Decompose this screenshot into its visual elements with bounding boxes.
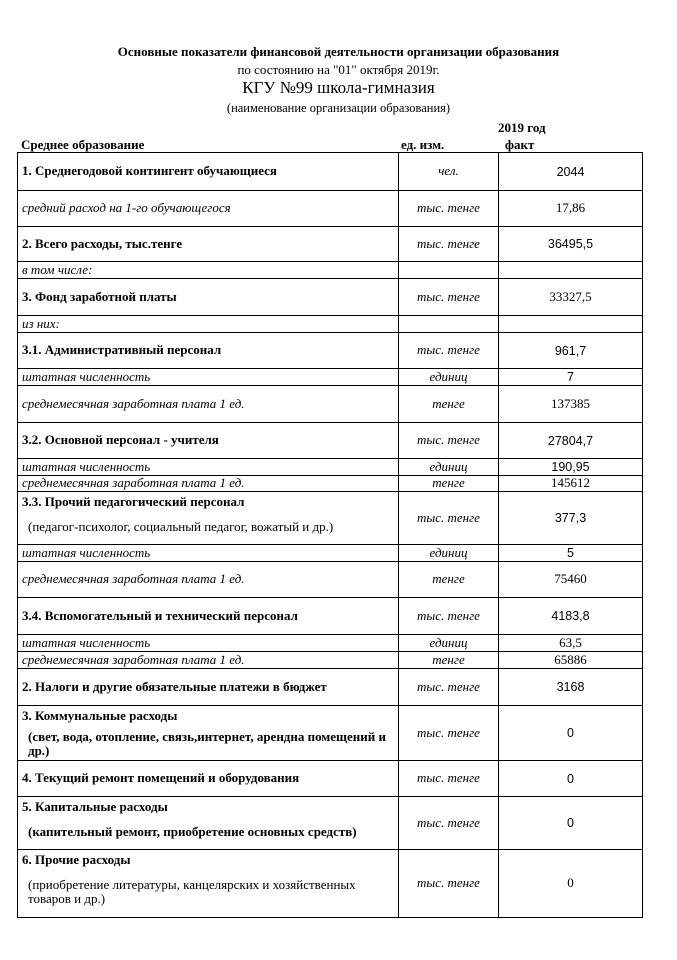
row-value: 0 bbox=[499, 797, 643, 850]
row-unit: тыс. тенге bbox=[399, 423, 499, 459]
table-row bbox=[18, 706, 643, 761]
row-label: 3.1. Административный персонал bbox=[18, 333, 399, 369]
column-header-section: Среднее образование bbox=[21, 137, 145, 152]
row-sublabel: (приобретение литературы, канцелярских и хозяйственных товаров и др.) bbox=[28, 876, 356, 907]
row-label-cell bbox=[18, 706, 399, 761]
row-value: 137385 bbox=[499, 386, 643, 423]
row-label-cell bbox=[18, 797, 399, 850]
row-unit: тыс. тенге bbox=[399, 227, 499, 262]
table-row bbox=[18, 669, 643, 706]
table-row bbox=[18, 545, 643, 562]
column-header-unit: ед. изм. bbox=[401, 137, 445, 152]
row-unit: тыс. тенге bbox=[399, 761, 499, 797]
row-label: 4. Текущий ремонт помещений и оборудования bbox=[18, 761, 399, 797]
row-unit: чел. bbox=[399, 153, 499, 191]
row-value: 0 bbox=[499, 850, 643, 918]
date-line: по состоянию на "01" октября 2019г. bbox=[237, 62, 440, 77]
row-label-cell bbox=[18, 492, 399, 545]
row-label: 2. Всего расходы, тыс.тенге bbox=[18, 227, 399, 262]
row-value: 75460 bbox=[499, 562, 643, 598]
column-header-year: 2019 год bbox=[498, 120, 546, 135]
row-unit: тенге bbox=[399, 386, 499, 423]
row-value: 33327,5 bbox=[499, 279, 643, 316]
row-label: 3.2. Основной персонал - учителя bbox=[18, 423, 399, 459]
row-value: 0 bbox=[499, 761, 643, 797]
table-row bbox=[18, 797, 643, 850]
row-label: штатная численность bbox=[18, 369, 399, 386]
row-value: 3168 bbox=[499, 669, 643, 706]
row-unit: тенге bbox=[399, 562, 499, 598]
row-label: 6. Прочие расходы bbox=[22, 852, 131, 867]
row-unit: тенге bbox=[399, 476, 499, 492]
row-unit: тыс. тенге bbox=[399, 706, 499, 761]
row-value: 4183,8 bbox=[499, 598, 643, 635]
row-label: штатная численность bbox=[18, 545, 399, 562]
row-label: штатная численность bbox=[18, 635, 399, 652]
table-row bbox=[18, 191, 643, 227]
row-value: 0 bbox=[499, 706, 643, 761]
row-unit: тыс. тенге bbox=[399, 333, 499, 369]
row-unit: тыс. тенге bbox=[399, 598, 499, 635]
row-unit: тыс. тенге bbox=[399, 850, 499, 918]
row-unit: тыс. тенге bbox=[399, 492, 499, 545]
row-label: 1. Среднегодовой контингент обучающиеся bbox=[18, 153, 399, 191]
row-label: 3. Фонд заработной платы bbox=[18, 279, 399, 316]
table-row bbox=[18, 850, 643, 918]
financial-indicators-table bbox=[17, 152, 643, 918]
row-unit: тенге bbox=[399, 652, 499, 669]
row-unit: тыс. тенге bbox=[399, 669, 499, 706]
row-label: из них: bbox=[18, 316, 399, 333]
row-unit: единиц bbox=[399, 545, 499, 562]
row-label: 5. Капитальные расходы bbox=[22, 799, 168, 814]
row-label: штатная численность bbox=[18, 459, 399, 476]
table-row bbox=[18, 761, 643, 797]
row-value: 63,5 bbox=[499, 635, 643, 652]
organization-name: КГУ №99 школа-гимназия bbox=[242, 78, 435, 97]
row-label: среднемесячная заработная плата 1 ед. bbox=[18, 562, 399, 598]
row-sublabel: (капительный ремонт, приобретение основных средств) bbox=[28, 823, 357, 839]
row-value: 7 bbox=[499, 369, 643, 386]
row-value: 5 bbox=[499, 545, 643, 562]
row-unit: единиц bbox=[399, 369, 499, 386]
table-row bbox=[18, 562, 643, 598]
row-label: в том числе: bbox=[18, 262, 399, 279]
row-unit: тыс. тенге bbox=[399, 191, 499, 227]
column-header-fact: факт bbox=[505, 137, 535, 152]
table-row bbox=[18, 153, 643, 191]
row-unit: тыс. тенге bbox=[399, 797, 499, 850]
row-unit bbox=[399, 262, 499, 279]
row-label: среднемесячная заработная плата 1 ед. bbox=[18, 652, 399, 669]
row-value: 377,3 bbox=[499, 492, 643, 545]
row-unit: единиц bbox=[399, 459, 499, 476]
table-row bbox=[18, 476, 643, 492]
row-label: 3.4. Вспомогательный и технический персонал bbox=[18, 598, 399, 635]
row-label: 2. Налоги и другие обязательные платежи в бюджет bbox=[18, 669, 399, 706]
row-value bbox=[499, 316, 643, 333]
row-value: 961,7 bbox=[499, 333, 643, 369]
row-sublabel: (свет, вода, отопление, связь,интернет, арендна помещений и др.) bbox=[28, 728, 386, 759]
organization-caption: (наименование организации образования) bbox=[226, 101, 451, 115]
table-row bbox=[18, 316, 643, 333]
row-label: среднемесячная заработная плата 1 ед. bbox=[18, 476, 399, 492]
row-value: 145612 bbox=[499, 476, 643, 492]
table-row bbox=[18, 423, 643, 459]
table-row bbox=[18, 386, 643, 423]
row-value: 17,86 bbox=[499, 191, 643, 227]
row-unit: тыс. тенге bbox=[399, 279, 499, 316]
table-row bbox=[18, 492, 643, 545]
table-row bbox=[18, 598, 643, 635]
row-label: 3. Коммунальные расходы bbox=[22, 708, 178, 723]
table-row bbox=[18, 635, 643, 652]
table-row bbox=[18, 279, 643, 316]
row-value bbox=[499, 262, 643, 279]
row-sublabel: (педагог-психолог, социальный педагог, вожатый и др.) bbox=[28, 518, 334, 534]
row-label: 3.3. Прочий педагогический персонал bbox=[22, 494, 245, 509]
row-value: 27804,7 bbox=[499, 423, 643, 459]
row-label: среднемесячная заработная плата 1 ед. bbox=[18, 386, 399, 423]
row-label: средний расход на 1-го обучающегося bbox=[18, 191, 399, 227]
table-row bbox=[18, 333, 643, 369]
row-value: 36495,5 bbox=[499, 227, 643, 262]
table-row bbox=[18, 262, 643, 279]
row-unit bbox=[399, 316, 499, 333]
table-row bbox=[18, 459, 643, 476]
row-value: 2044 bbox=[499, 153, 643, 191]
row-value: 190,95 bbox=[499, 459, 643, 476]
row-label-cell bbox=[18, 850, 399, 918]
document-title: Основные показатели финансовой деятельности организации образования bbox=[117, 44, 560, 59]
table-row bbox=[18, 369, 643, 386]
row-unit: единиц bbox=[399, 635, 499, 652]
table-row bbox=[18, 227, 643, 262]
row-value: 65886 bbox=[499, 652, 643, 669]
table-row bbox=[18, 652, 643, 669]
